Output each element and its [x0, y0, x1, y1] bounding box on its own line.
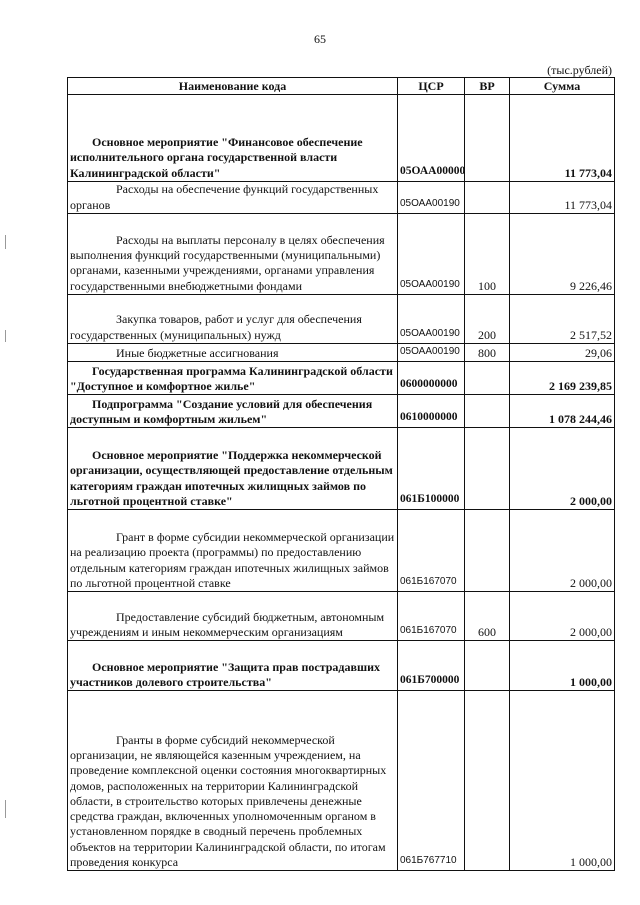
row-sum: 29,06	[510, 344, 615, 362]
row-vr	[465, 95, 510, 182]
table-row	[68, 362, 615, 395]
row-csr: 061Б700000	[398, 641, 465, 691]
row-csr: 05ОАА00190	[398, 182, 465, 214]
row-sum: 2 517,52	[510, 295, 615, 344]
row-sum: 11 773,04	[510, 95, 615, 182]
row-vr	[465, 641, 510, 691]
row-vr	[465, 510, 510, 592]
row-sum: 2 000,00	[510, 428, 615, 510]
row-vr	[465, 691, 510, 871]
row-sum: 2 000,00	[510, 592, 615, 641]
row-vr: 800	[465, 344, 510, 362]
row-vr: 600	[465, 592, 510, 641]
table-row	[68, 592, 615, 641]
row-sum: 1 000,00	[510, 691, 615, 871]
row-csr: 05ОАА00190	[398, 295, 465, 344]
table-row	[68, 214, 615, 295]
margin-mark	[5, 330, 6, 342]
row-vr	[465, 428, 510, 510]
budget-table	[67, 77, 615, 871]
header-name: Наименование кода	[68, 78, 398, 95]
row-vr: 200	[465, 295, 510, 344]
table-header-row	[68, 78, 615, 95]
row-name: Расходы на выплаты персоналу в целях обеспечения выполнения функций государственными (муниципальными) органами, казенными учреждениями, органами управления государственными внебюджетными фондами	[68, 214, 398, 295]
table-row	[68, 295, 615, 344]
row-name: Иные бюджетные ассигнования	[68, 344, 398, 362]
row-name: Предоставление субсидий бюджетным, автономным учреждениям и иным некоммерческим организациям	[68, 592, 398, 641]
table-row	[68, 344, 615, 362]
row-name: Государственная программа Калининградской области "Доступное и комфортное жилье"	[68, 362, 398, 395]
row-sum: 1 078 244,46	[510, 395, 615, 428]
table-row	[68, 691, 615, 871]
row-name: Основное мероприятие "Защита прав пострадавших участников долевого строительства"	[68, 641, 398, 691]
row-csr: 061Б167070	[398, 510, 465, 592]
row-csr: 05ОАА00000	[398, 95, 465, 182]
row-name: Гранты в форме субсидий некоммерческой организации, не являющейся казенным учреждением, на проведение комплексной оценки состояния многоквартирных домов, расположенных на территории Калининградской области, в строительство которых привлечены денежные средства граждан, включенных уполномоченным органом в установленном порядке в сводный перечень проблемных объектов на территории Калининградской области, по итогам проведения конкурса	[68, 691, 398, 871]
margin-mark	[5, 235, 6, 249]
header-vr: ВР	[465, 78, 510, 95]
row-sum: 1 000,00	[510, 641, 615, 691]
table-row	[68, 641, 615, 691]
header-csr: ЦСР	[398, 78, 465, 95]
row-vr	[465, 395, 510, 428]
row-csr: 0600000000	[398, 362, 465, 395]
row-name: Подпрограмма "Создание условий для обеспечения доступным и комфортным жильем"	[68, 395, 398, 428]
row-name: Основное мероприятие "Поддержка некоммерческой организации, осуществляющей предоставление отдельным категориям граждан ипотечных жилищных займов по льготной процентной ставке"	[68, 428, 398, 510]
units-label: (тыс.рублей)	[547, 63, 612, 77]
table-row	[68, 428, 615, 510]
row-sum: 11 773,04	[510, 182, 615, 214]
row-sum: 2 000,00	[510, 510, 615, 592]
page-number: 65	[314, 32, 326, 46]
row-csr: 0610000000	[398, 395, 465, 428]
row-vr	[465, 182, 510, 214]
header-sum: Сумма	[510, 78, 615, 95]
table-row	[68, 395, 615, 428]
table-row	[68, 510, 615, 592]
table-row	[68, 95, 615, 182]
row-sum: 9 226,46	[510, 214, 615, 295]
row-csr: 05ОАА00190	[398, 214, 465, 295]
margin-mark	[5, 800, 6, 818]
row-sum: 2 169 239,85	[510, 362, 615, 395]
row-name: Расходы на обеспечение функций государственных органов	[68, 182, 398, 214]
row-csr: 05ОАА00190	[398, 344, 465, 362]
row-csr: 061Б100000	[398, 428, 465, 510]
row-name: Закупка товаров, работ и услуг для обеспечения государственных (муниципальных) нужд	[68, 295, 398, 344]
table-row	[68, 182, 615, 214]
row-csr: 061Б767710	[398, 691, 465, 871]
row-vr	[465, 362, 510, 395]
row-csr: 061Б167070	[398, 592, 465, 641]
row-name: Грант в форме субсидии некоммерческой организации на реализацию проекта (программы) по предоставлению отдельным категориям граждан ипотечных жилищных займов по льготной процентной ставке	[68, 510, 398, 592]
row-vr: 100	[465, 214, 510, 295]
row-name: Основное мероприятие "Финансовое обеспечение исполнительного органа государственной власти Калининградской области"	[68, 95, 398, 182]
